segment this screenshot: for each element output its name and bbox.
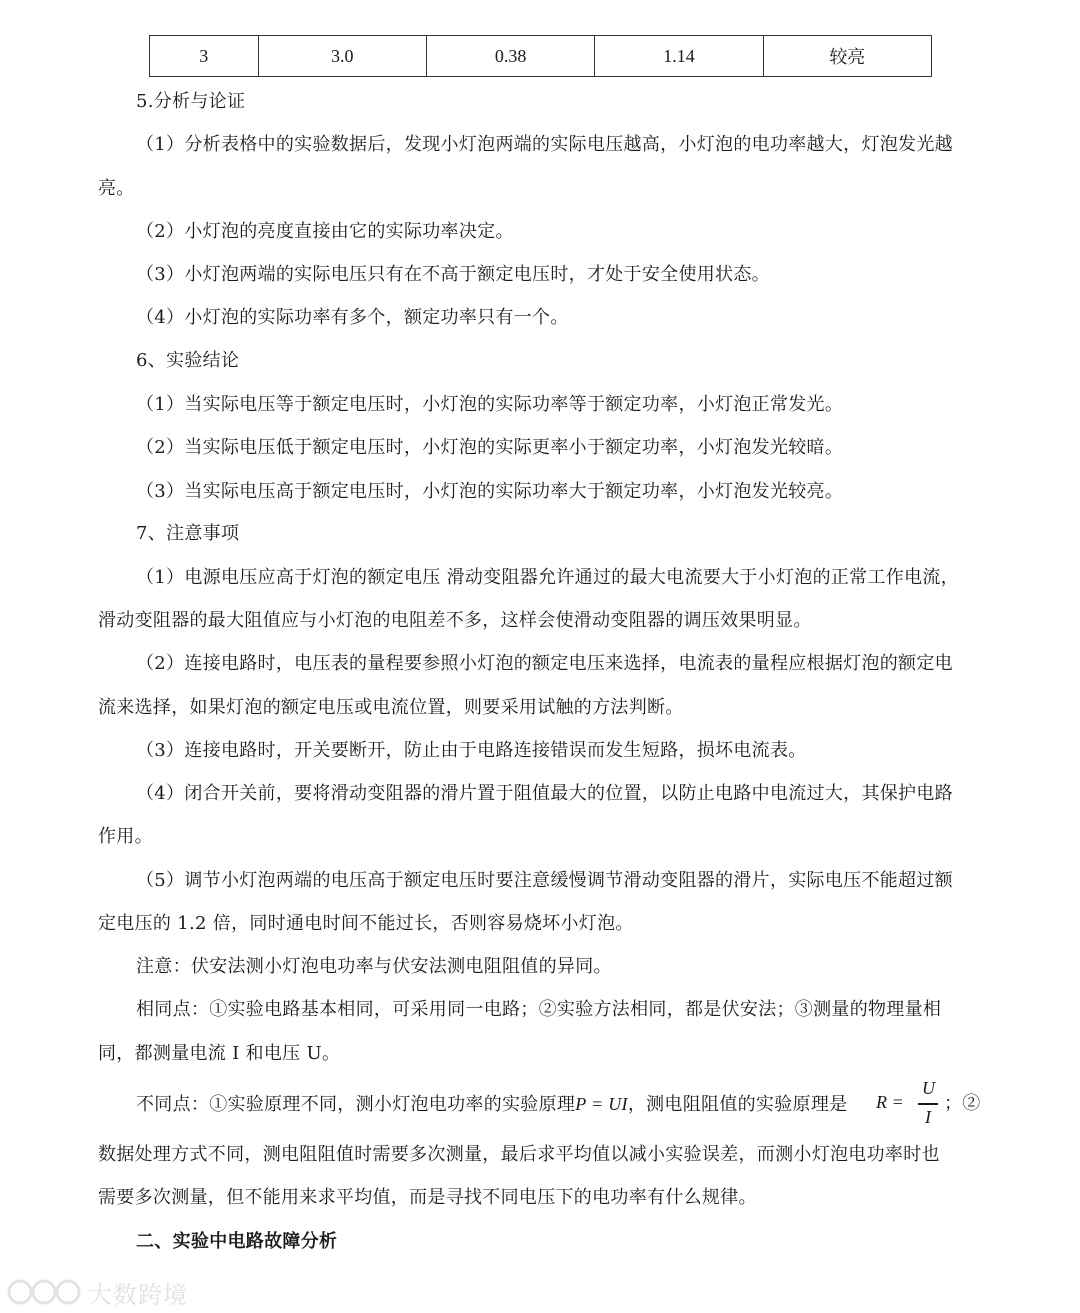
section-2-heading: 二、实验中电路故障分析 bbox=[136, 1231, 338, 1252]
data-table bbox=[149, 35, 932, 77]
paragraph-line: （4）闭合开关前，要将滑动变阻器的滑片置于阻值最大的位置，以防止电路中电流过大，其保护电路 bbox=[136, 783, 953, 804]
formula-denominator: I bbox=[925, 1107, 931, 1127]
table-cell: 3.0 bbox=[258, 36, 426, 77]
formula-power: P = UI bbox=[575, 1094, 628, 1114]
paragraph-line: （3）当实际电压高于额定电压时，小灯泡的实际功率大于额定功率，小灯泡发光较亮。 bbox=[136, 481, 844, 502]
paragraph-line: （1）分析表格中的实验数据后，发现小灯泡两端的实际电压越高，小灯泡的电功率越大，灯泡发光越 bbox=[136, 134, 953, 155]
text-run: 不同点：①实验原理不同，测小灯泡电功率的实验原理 bbox=[136, 1094, 576, 1115]
table-row bbox=[150, 36, 932, 77]
paragraph-line: （3）小灯泡两端的实际电压只有在不高于额定电压时，才处于安全使用状态。 bbox=[136, 264, 770, 285]
paragraph-line: （5）调节小灯泡两端的电压高于额定电压时要注意缓慢调节滑动变阻器的滑片，实际电压不能超过额 bbox=[136, 870, 953, 891]
table-cell: 0.38 bbox=[426, 36, 594, 77]
section-7-title: 7、注意事项 bbox=[136, 523, 240, 544]
formula-numerator: U bbox=[922, 1078, 935, 1098]
fraction-bar bbox=[918, 1103, 938, 1105]
paragraph-line: （1）电源电压应高于灯泡的额定电压 滑动变阻器允许通过的最大电流要大于小灯泡的正常工作电流， bbox=[136, 567, 959, 588]
paragraph-line: 需要多次测量，但不能用来求平均值，而是寻找不同电压下的电功率有什么规律。 bbox=[98, 1187, 757, 1208]
paragraph-line: 亮。 bbox=[98, 178, 135, 199]
watermark-text: 大数跨境 bbox=[88, 1280, 188, 1309]
paragraph-line bbox=[136, 1092, 847, 1117]
text-run: ；② bbox=[944, 1093, 981, 1114]
paragraph-line: （1）当实际电压等于额定电压时，小灯泡的实际功率等于额定功率，小灯泡正常发光。 bbox=[136, 394, 844, 415]
paragraph-line: 同，都测量电流 I 和电压 U。 bbox=[98, 1043, 341, 1064]
watermark bbox=[6, 1274, 188, 1310]
paragraph-line: 定电压的 1.2 倍，同时通电时间不能过长，否则容易烧坏小灯泡。 bbox=[98, 913, 634, 934]
table-cell: 1.14 bbox=[595, 36, 763, 77]
paragraph-line: 滑动变阻器的最大阻值应与小灯泡的电阻差不多，这样会使滑动变阻器的调压效果明显。 bbox=[98, 610, 812, 631]
section-5-title: 5.分析与论证 bbox=[136, 91, 246, 112]
table-cell: 3 bbox=[150, 36, 259, 77]
paragraph-line: （4）小灯泡的实际功率有多个，额定功率只有一个。 bbox=[136, 307, 569, 328]
note-line: 注意：伏安法测小灯泡电功率与伏安法测电阻阻值的异同。 bbox=[136, 956, 612, 977]
paragraph-line: （2）当实际电压低于额定电压时，小灯泡的实际更率小于额定功率，小灯泡发光较暗。 bbox=[136, 437, 844, 458]
formula-resistance-lhs: R = bbox=[876, 1092, 904, 1112]
paragraph-line: （2）连接电路时，电压表的量程要参照小灯泡的额定电压来选择，电流表的量程应根据灯泡的额定电 bbox=[136, 653, 953, 674]
paragraph-line: （3）连接电路时，开关要断开，防止由于电路连接错误而发生短路，损坏电流表。 bbox=[136, 740, 807, 761]
watermark-logo-icon bbox=[6, 1277, 82, 1307]
text-run: ，测电阻阻值的实验原理是 bbox=[627, 1094, 848, 1115]
paragraph-line: 流来选择，如果灯泡的额定电压或电流位置，则要采用试触的方法判断。 bbox=[98, 697, 684, 718]
paragraph-line: （2）小灯泡的亮度直接由它的实际功率决定。 bbox=[136, 221, 514, 242]
paragraph-line: 作用。 bbox=[98, 826, 153, 847]
table-cell: 较亮 bbox=[763, 36, 931, 77]
section-6-title: 6、实验结论 bbox=[136, 350, 240, 371]
paragraph-line: 数据处理方式不同，测电阻阻值时需要多次测量，最后求平均值以减小实验误差，而测小灯泡电功率时也 bbox=[98, 1144, 940, 1165]
paragraph-line: 相同点：①实验电路基本相同，可采用同一电路；②实验方法相同，都是伏安法；③测量的物理量相 bbox=[136, 999, 942, 1020]
